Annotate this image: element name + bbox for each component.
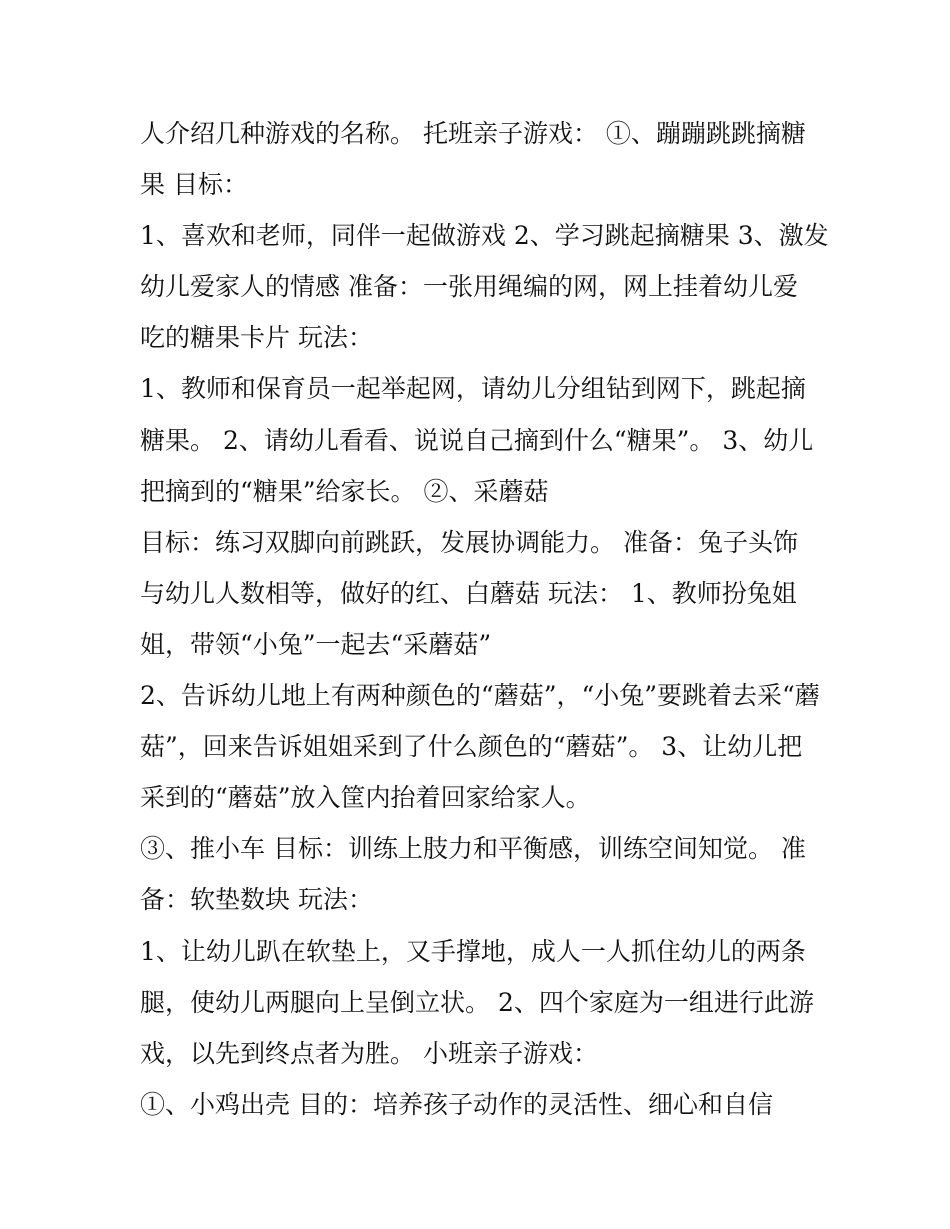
text-line: ①、小鸡出壳 目的：培养孩子动作的灵活性、细心和自信	[140, 1089, 773, 1119]
text-line: 1、喜欢和老师，同伴一起做游戏 2、学习跳起摘糖果 3、激发	[140, 221, 829, 251]
text-line: 1、教师和保育员一起举起网，请幼儿分组钻到网下，跳起摘	[140, 374, 806, 404]
text-line: 姐，带领“小兔”一起去“采蘑菇”	[140, 629, 492, 659]
text-line: 糖果。 2、请幼儿看看、说说自己摘到什么“糖果”。 3、幼儿	[140, 425, 814, 455]
text-line: 人介绍几种游戏的名称。 托班亲子游戏： ①、蹦蹦跳跳摘糖	[140, 119, 806, 148]
text-line: 戏，以先到终点者为胜。 小班亲子游戏：	[140, 1038, 598, 1068]
text-line: 2、告诉幼儿地上有两种颜色的“蘑菇”，“小兔”要跳着去采“蘑	[140, 681, 820, 711]
document-body	[140, 108, 829, 1130]
text-line: 备：软垫数块 玩法：	[140, 885, 373, 915]
text-line: ③、推小车 目标：训练上肢力和平衡感，训练空间知觉。 准	[140, 834, 806, 864]
text-line: 1、让幼儿趴在软垫上，又手撑地，成人一人抓住幼儿的两条	[140, 936, 806, 966]
text-line: 把摘到的“糖果”给家长。 ②、采蘑菇	[140, 476, 549, 506]
text-line: 腿，使幼儿两腿向上呈倒立状。 2、四个家庭为一组进行此游	[140, 987, 814, 1017]
text-line: 吃的糖果卡片 玩法：	[140, 323, 373, 353]
text-line: 目标：练习双脚向前跳跃，发展协调能力。 准备：兔子头饰	[140, 527, 798, 557]
text-line: 果 目标：	[140, 170, 248, 200]
text-line: 菇”，回来告诉姐姐采到了什么颜色的“蘑菇”。 3、让幼儿把	[140, 732, 803, 762]
text-line: 幼儿爱家人的情感 准备：一张用绳编的网，网上挂着幼儿爱	[140, 272, 798, 302]
text-line: 采到的“蘑菇”放入筐内抬着回家给家人。	[140, 783, 591, 813]
text-line: 与幼儿人数相等，做好的红、白蘑菇 玩法： 1、教师扮兔姐	[140, 578, 797, 608]
